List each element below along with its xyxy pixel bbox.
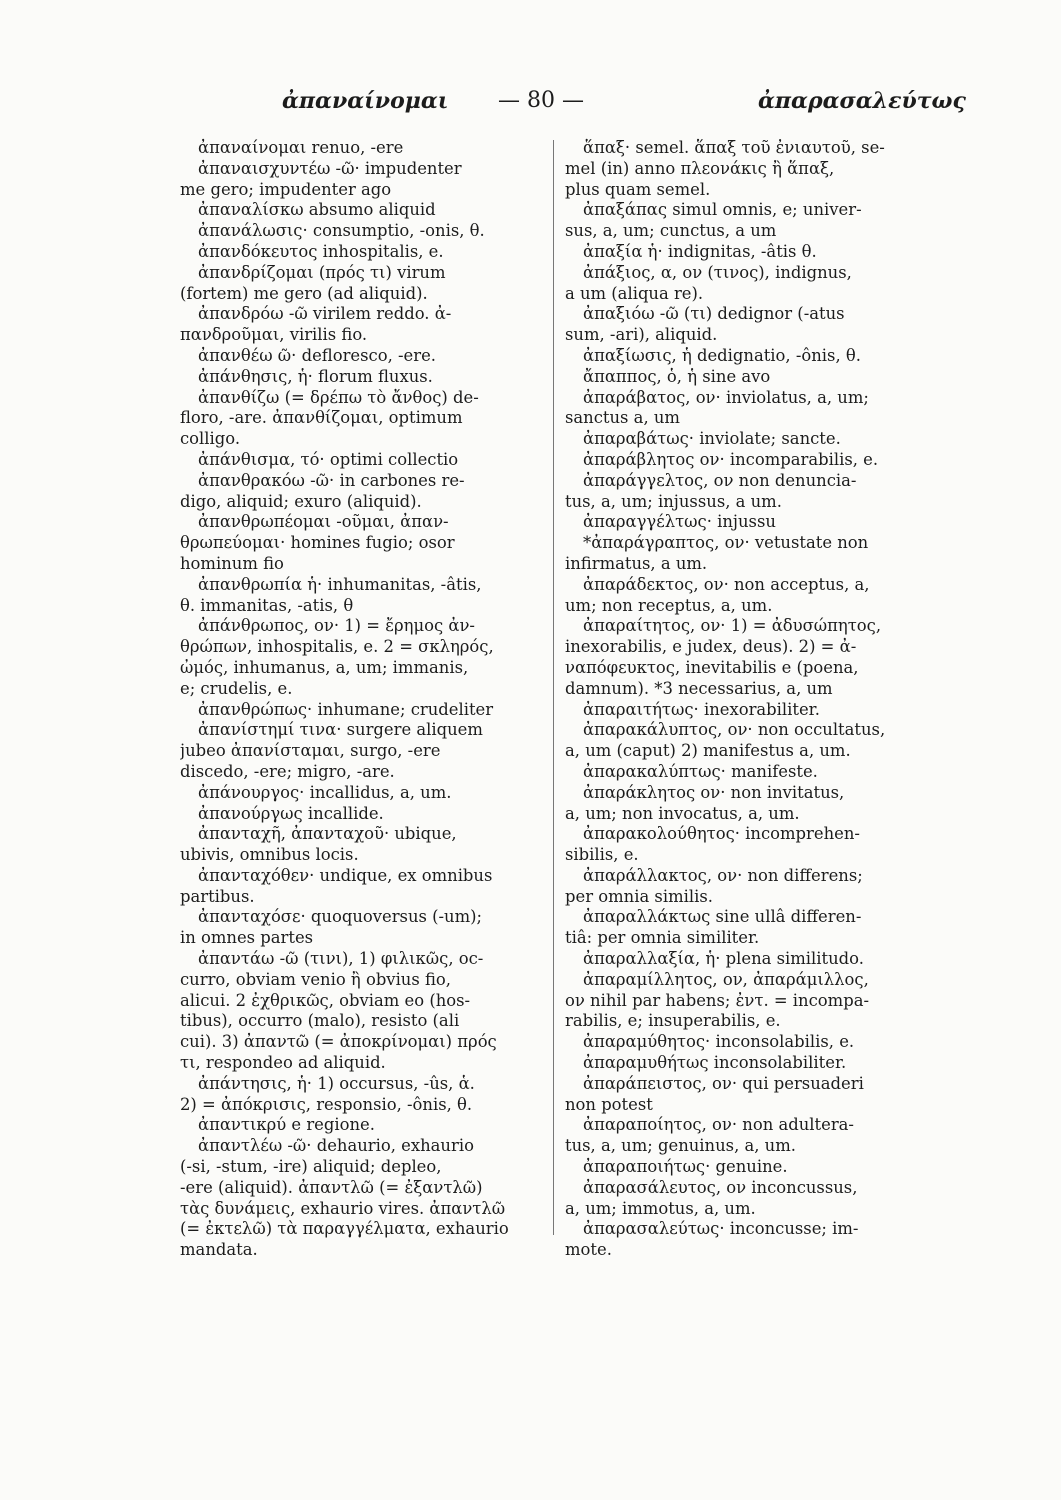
text-line: ναπόφευκτος, inevitabilis e (poena,: [565, 657, 859, 677]
text-line: ἀπανδόκευτος inhospitalis, e.: [198, 241, 444, 261]
text-line: ἀπάνθισμα, τό· optimi collectio: [198, 449, 459, 469]
text-line: θρωπεύομαι· homines fugio; osor: [180, 533, 455, 553]
text-line: digo, aliquid; exuro (aliquid).: [180, 491, 422, 511]
text-line: infirmatus, a um.: [565, 553, 708, 573]
header-left-headword: ἀπαναίνομαι: [282, 88, 449, 114]
text-line: θ. immanitas, -atis, θ: [180, 595, 354, 615]
text-line: ἀπαραίτητος, ον· 1) = ἀδυσώπητος,: [583, 616, 882, 636]
text-line: mote.: [565, 1240, 612, 1260]
text-line: a, um (caput) 2) manifestus a, um.: [565, 741, 851, 761]
text-line: ἀπαναισχυντέω -ῶ· impudenter: [198, 158, 462, 178]
text-line: floro, -are. ἀπανθίζομαι, optimum: [180, 408, 463, 428]
text-line: ἀπαράπειστος, ον· qui persuaderi: [583, 1073, 864, 1093]
page-header: [0, 88, 1061, 124]
text-line: ἀπαραβάτως· inviolate; sancte.: [583, 429, 841, 449]
text-line: tus, a, um; genuinus, a, um.: [565, 1136, 796, 1156]
page-number: — 80 —: [498, 88, 584, 113]
text-line: discedo, -ere; migro, -are.: [180, 761, 395, 781]
text-line: hominum fio: [180, 553, 284, 573]
text-line: jubeo ἀπανίσταμαι, surgo, -ere: [180, 741, 441, 761]
text-line: ἀπαράδεκτος, ον· non acceptus, a,: [583, 574, 870, 594]
text-line: ἀπαρακολούθητος· incomprehen-: [583, 824, 860, 844]
text-line: a um (aliqua re).: [565, 283, 704, 303]
text-line: πανδροῦμαι, virilis fio.: [180, 325, 368, 345]
text-line: ἀπανθρωπία ἡ· inhumanitas, -âtis,: [198, 574, 482, 594]
text-line: ἀπαντλέω -ῶ· dehaurio, exhaurio: [198, 1136, 474, 1156]
text-line: ἀπαραμίλλητος, ον, ἀπαράμιλλος,: [583, 969, 869, 989]
text-line: τὰς δυνάμεις, exhaurio vires. ἀπαντλῶ: [180, 1198, 506, 1218]
text-line: tibus), occurro (malo), resisto (ali: [180, 1011, 460, 1031]
text-line: um; non receptus, a, um.: [565, 595, 773, 615]
text-line: ἀπαράγγελτος, ον non denuncia-: [583, 470, 857, 490]
text-line: ἅπαξ· semel. ἅπαξ τοῦ ἐνιαυτοῦ, se-: [583, 138, 885, 157]
text-line: ἀπανούργως incallide.: [198, 803, 384, 823]
text-line: sibilis, e.: [565, 845, 639, 865]
text-line: ἀπάνθρωπος, ον· 1) = ἔρημος ἀν-: [198, 616, 475, 636]
text-line: colligo.: [180, 429, 241, 449]
text-line: e; crudelis, e.: [180, 678, 293, 698]
text-line: ον nihil par habens; ἐντ. = incompa-: [565, 990, 870, 1010]
text-line: ἀπαρακάλυπτος, ον· non occultatus,: [583, 720, 886, 740]
text-line: ἀπανταχόσε· quoquoversus (-um);: [198, 907, 483, 927]
text-line: ἀπανθέω ῶ· defloresco, -ere.: [198, 345, 436, 365]
text-line: ἀπαραποιήτως· genuine.: [583, 1157, 788, 1177]
text-line: ἀπαξάπας simul omnis, e; univer-: [583, 200, 862, 220]
text-line: (= ἐκτελῶ) τὰ παραγγέλματα, exhaurio: [180, 1219, 509, 1239]
text-line: ἀπανθίζω (= δρέπω τὸ ἄνθος) de-: [198, 387, 479, 407]
text-line: ὠμός, inhumanus, a, um; immanis,: [180, 657, 469, 677]
text-line: ἀπαραλλάκτως sine ullâ differen-: [583, 907, 862, 927]
text-line: per omnia similis.: [565, 886, 713, 906]
text-line: ἀπαξιόω -ῶ (τι) dedignor (-atus: [583, 304, 845, 324]
text-line: mel (in) anno πλεονάκις ἢ ἅπαξ,: [565, 158, 835, 178]
text-line: ἀπαναλίσκω absumo aliquid: [198, 200, 436, 220]
text-line: ἀπαράβλητος ον· incomparabilis, e.: [583, 449, 879, 469]
text-line: ἀπαραλλαξία, ἡ· plena similitudo.: [583, 949, 864, 969]
text-line: ἀπαραμύθητος· inconsolabilis, e.: [583, 1032, 855, 1052]
text-line: ἀπαρασαλεύτως· inconcusse; im-: [583, 1219, 859, 1239]
text-line: ubivis, omnibus locis.: [180, 845, 359, 865]
text-line: sum, -ari), aliquid.: [565, 325, 718, 345]
text-line: non potest: [565, 1094, 653, 1114]
text-line: ἀπαντικρύ e regione.: [198, 1115, 375, 1135]
text-line: ἀπάξιος, α, ον (τινος), indignus,: [583, 262, 852, 282]
text-line: ἀπαρασάλευτος, ον inconcussus,: [583, 1177, 858, 1197]
left-column: [180, 138, 545, 1261]
text-line: ἀπαραγγέλτως· injussu: [583, 512, 776, 532]
text-line: a, um; immotus, a, um.: [565, 1198, 756, 1218]
text-line: ἀπαράκλητος ον· non invitatus,: [583, 782, 845, 802]
text-line: cui). 3) ἀπαντῶ (= ἀποκρίνομαι) πρός: [180, 1032, 497, 1052]
text-line: ἀπανάλωσις· consumptio, -onis, θ.: [198, 221, 485, 241]
text-line: me gero; impudenter ago: [180, 179, 392, 199]
text-line: ἀπαράβατος, ον· inviolatus, a, um;: [583, 387, 869, 407]
text-line: sus, a, um; cunctus, a um: [565, 221, 777, 241]
text-line: sanctus a, um: [565, 408, 680, 428]
text-line: ἀπανθρώπως· inhumane; crudeliter: [198, 699, 494, 719]
text-line: plus quam semel.: [565, 179, 711, 199]
text-line: ἀπανθρωπέομαι -οῦμαι, ἀπαν-: [198, 512, 449, 532]
text-line: ἀπανταχῆ, ἀπανταχοῦ· ubique,: [198, 824, 457, 844]
text-line: ἀπαραποίητος, ον· non adultera-: [583, 1115, 854, 1135]
text-line: ἄπαππος, ὁ, ἡ sine avo: [583, 366, 771, 386]
text-line: ἀπανταχόθεν· undique, ex omnibus: [198, 865, 493, 885]
text-line: τι, respondeo ad aliquid.: [180, 1053, 386, 1073]
text-line: *ἀπαράγραπτος, ον· vetustate non: [583, 533, 869, 553]
text-line: inexorabilis, e judex, deus). 2) = ἀ-: [565, 637, 857, 657]
text-line: tus, a, um; injussus, a um.: [565, 491, 782, 511]
text-line: ἀπαξία ἡ· indignitas, -âtis θ.: [583, 241, 817, 261]
text-line: ἀπαρακαλύπτως· manifeste.: [583, 761, 818, 781]
text-line: ἀπανίστημί τινα· surgere aliquem: [198, 720, 483, 740]
text-line: ἀπαναίνομαι renuo, -ere: [198, 138, 404, 157]
text-line: ἀπανδρόω -ῶ virilem reddo. ἀ-: [198, 304, 452, 324]
text-line: (fortem) me gero (ad aliquid).: [180, 283, 428, 303]
text-line: tiâ: per omnia similiter.: [565, 928, 760, 948]
text-line: mandata.: [180, 1240, 258, 1260]
text-line: a, um; non invocatus, a, um.: [565, 803, 800, 823]
text-line: ἀπάνθησις, ἡ· florum fluxus.: [198, 366, 433, 386]
text-line: ἀπανθρακόω -ῶ· in carbones re-: [198, 470, 465, 490]
column-divider: [553, 140, 554, 1235]
text-line: damnum). *3 necessarius, a, um: [565, 678, 833, 698]
text-line: ἀπανδρίζομαι (πρός τι) virum: [198, 262, 446, 282]
text-line: ἀπαραιτήτως· inexorabiliter.: [583, 699, 820, 719]
text-line: alicui. 2 ἐχθρικῶς, obviam eo (hos-: [180, 990, 471, 1010]
text-line: ἀπαραμυθήτως inconsolabiliter.: [583, 1053, 847, 1073]
text-line: 2) = ἀπόκρισις, responsio, -ônis, θ.: [180, 1094, 473, 1114]
text-line: ἀπαντάω -ῶ (τινι), 1) φιλικῶς, oc-: [198, 949, 484, 969]
text-line: ἀπάντησις, ἡ· 1) occursus, -ûs, ἁ.: [198, 1073, 475, 1093]
text-line: curro, obviam venio ἢ obvius fio,: [180, 969, 451, 989]
text-line: rabilis, e; insuperabilis, e.: [565, 1011, 781, 1031]
text-line: ἀπάνουργος· incallidus, a, um.: [198, 782, 452, 802]
text-line: ἀπαξίωσις, ἡ dedignatio, -ônis, θ.: [583, 345, 861, 365]
text-line: -ere (aliquid). ἀπαντλῶ (= ἐξαντλῶ): [180, 1177, 483, 1197]
text-line: in omnes partes: [180, 928, 314, 948]
text-line: partibus.: [180, 886, 255, 906]
text-line: ἀπαράλλακτος, ον· non differens;: [583, 865, 863, 885]
right-column: [565, 138, 947, 1261]
text-line: (-si, -stum, -ire) aliquid; depleo,: [180, 1157, 442, 1177]
text-line: θρώπων, inhospitalis, e. 2 = σκληρός,: [180, 637, 494, 657]
header-right-headword: ἀπαρασαλεύτως: [758, 88, 966, 114]
